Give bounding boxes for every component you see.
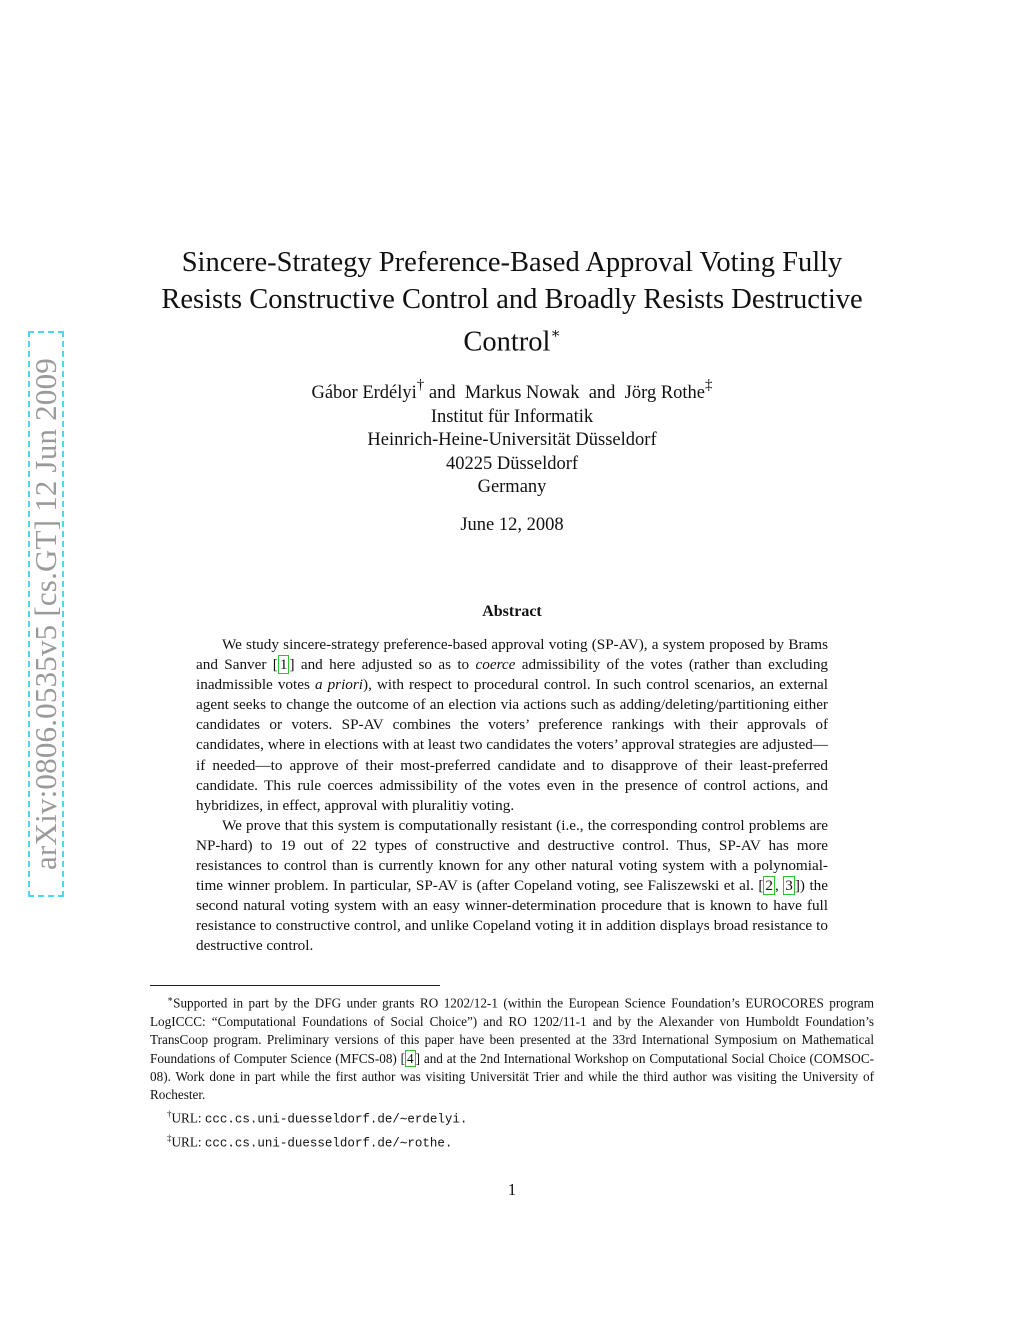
title-line-2: Resists Constructive Control and Broadly Resists Destructive [161,283,863,315]
citation-link-2[interactable]: 2 [765,877,774,895]
arxiv-stamp-text: arXiv:0806.0535v5 [cs.GT] 12 Jun 2009 [28,358,63,870]
url-link-erdelyi[interactable]: ccc.cs.uni-duesseldorf.de/∼erdelyi. [204,1112,468,1127]
author-erdelyi: Gábor Erdélyi [311,383,417,404]
footnote-text: ] and at the 2nd International Workshop on Computational Social Choice (COMSOC-08). Work done in part while the first author was visiting Universität Trier and while the third author was visiting the University of Rochester. [150,1050,875,1103]
citation-link-1[interactable]: 1 [279,656,288,674]
footnote-url-label: URL: [171,1134,205,1150]
author-names [150,376,874,406]
author-block [150,376,874,500]
author-rothe-footnote-mark[interactable]: ‡ [705,377,713,393]
footnote-mark: ∗ [167,994,174,1004]
affiliation-city: 40225 Düsseldorf [445,453,579,474]
abstract-text: We prove that this system is computationally resistant (i.e., the corresponding control problems are NP-hard) to 19 out of 22 types of constructive and destructive control. Thus, SP-AV has more resistances to control than is currently known for any other natural voting system with a polynomial-time winner problem. In particular, SP-AV is (after Copeland voting, see Faliszewski et al. [ [196,816,828,895]
author-nowak: Markus Nowak [464,383,580,404]
abstract-emphasis: coerce [475,656,516,674]
footnote-url-label: URL: [171,1110,205,1126]
abstract-text: , [775,877,784,895]
affiliation-university: Heinrich-Heine-Universität Düsseldorf [367,430,657,451]
page-number: 1 [507,1180,517,1199]
affiliation-institute: Institut für Informatik [430,406,594,427]
footnote-url-rothe [150,1129,874,1153]
abstract-heading: Abstract [482,603,542,620]
abstract-text: ), with respect to procedural control. In such control scenarios, an external agent seeks to change the outcome of an election via actions such as adding/deleting/partitioning either candidates or voters. SP-AV combines the voters’ preference rankings with their approvals of candidates, where in elections with at least two candidates the voters’ approval strategies are adjusted—if needed—to approve of their most-preferred candidate and to disapprove of their least-preferred candidate. This rule coerces admissibility of the votes even in the presence of control actions, and hybridizes, in effect, approval with pluralitiy voting. [196,676,828,814]
footnotes [150,990,874,1152]
footnote-funding [150,990,874,1105]
title-line-1: Sincere-Strategy Preference-Based Approval Voting Fully [181,247,843,278]
abstract-text: admissibility of the votes (rather than excluding inadmissible votes [196,656,829,694]
paper-date: June 12, 2008 [460,515,564,535]
footnote-url-erdelyi [150,1105,874,1129]
paper-title [140,245,884,361]
url-link-rothe[interactable]: ccc.cs.uni-duesseldorf.de/∼rothe. [204,1136,453,1151]
abstract-text: ] and here adjusted so as to [289,656,476,674]
title-footnote-mark[interactable]: ∗ [550,326,561,342]
abstract-text: ]) the second natural voting system with an easy winner-determination procedure that is known to have full resistance to constructive control, and unlike Copeland voting it in addition displays broad resistance to destructive control. [196,877,829,955]
abstract-paragraph-2 [196,816,828,957]
abstract-body [196,635,828,957]
footnote-mark: ‡ [167,1132,172,1143]
author-separator-1: and [424,383,465,404]
author-separator-2: and [579,383,625,404]
author-rothe: Jörg Rothe [624,383,706,404]
title-line-3 [140,318,884,361]
citation-link-3[interactable]: 3 [785,877,793,895]
footnote-divider [150,985,440,986]
abstract-paragraph-1 [196,635,828,816]
footnote-mark: † [167,1108,172,1119]
title-line-3-text: Control [463,326,551,358]
abstract-text: We study sincere-strategy preference-based approval voting (SP-AV), a system proposed by Brams and Sanver [ [196,636,828,674]
footnote-text: Supported in part by the DFG under grants RO 1202/12-1 (within the European Science Foundation’s EUROCORES program LogICCC: “Computational Foundations of Social Choice”) and RO 1202/11-1 and by the Alexander von Humboldt Foundation’s TransCoop program. Preliminary versions of this paper have been presented at the 33rd International Symposium on Mathematical Foundations of Computer Science (MFCS-08) [ [150,995,874,1066]
arxiv-stamp [28,331,64,897]
citation-link-4[interactable]: 4 [407,1050,414,1066]
affiliation-country: Germany [477,477,547,498]
author-erdelyi-footnote-mark[interactable]: † [416,377,425,393]
abstract-emphasis: a priori [314,676,364,694]
